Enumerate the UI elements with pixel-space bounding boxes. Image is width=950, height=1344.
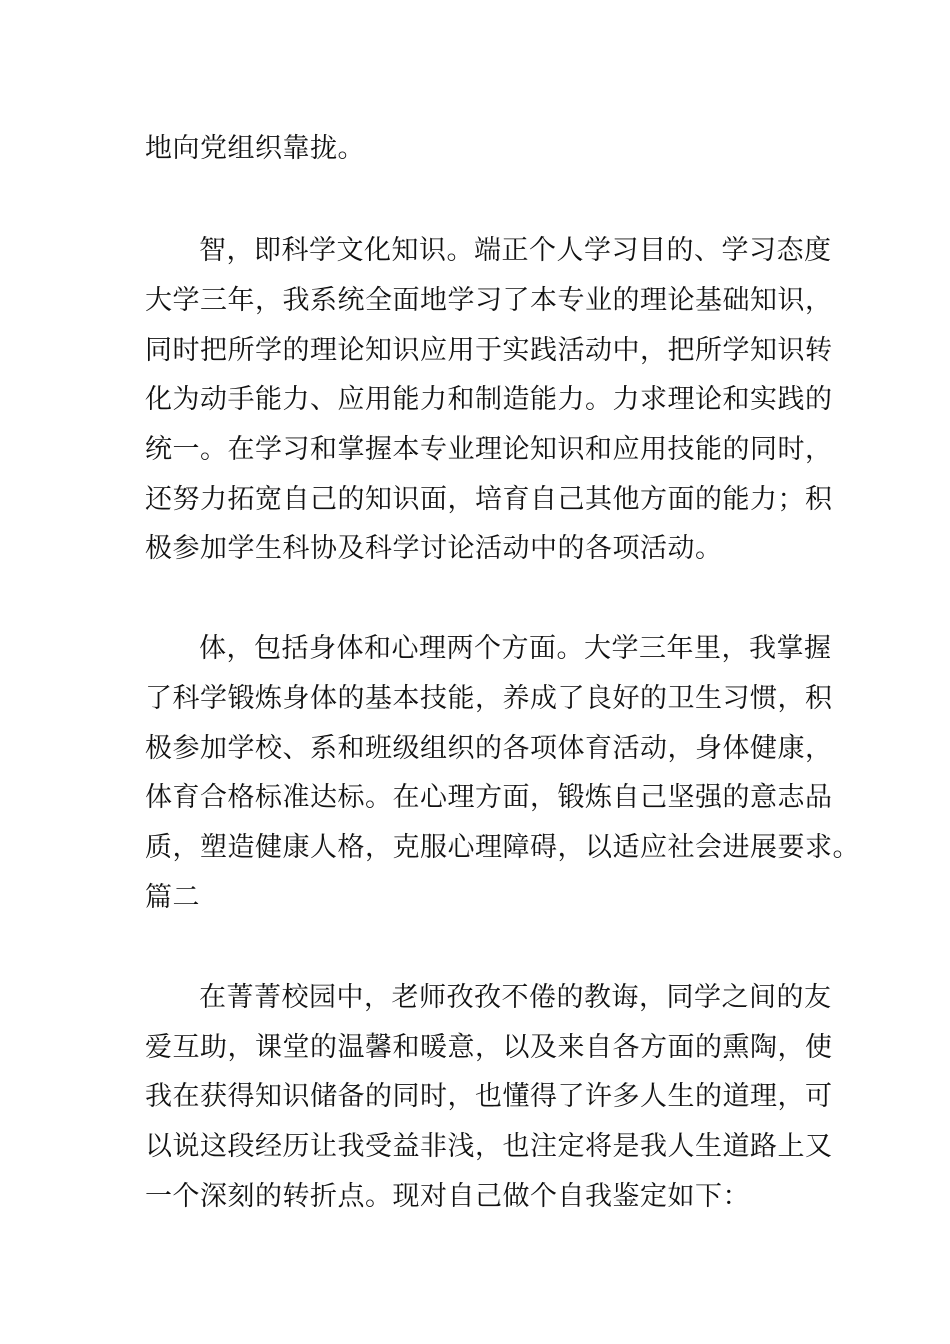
text-line: 体育合格标准达标。在心理方面，锻炼自己坚强的意志品 xyxy=(145,782,833,813)
text-line: 一个深刻的转折点。现对自己做个自我鉴定如下： xyxy=(145,1181,750,1212)
text-line: 极参加学生科协及科学讨论活动中的各项活动。 xyxy=(145,533,723,564)
text-line: 统一。在学习和掌握本专业理论知识和应用技能的同时， xyxy=(145,434,833,465)
text-line: 还努力拓宽自己的知识面，培育自己其他方面的能力；积 xyxy=(145,484,833,515)
paragraph-start-line: 体，包括身体和心理两个方面。大学三年里，我掌握 xyxy=(199,633,832,664)
paragraph-start-line: 在菁菁校园中，老师孜孜不倦的教诲，同学之间的友 xyxy=(199,982,832,1013)
text-line: 地向党组织靠拢。 xyxy=(145,133,365,164)
text-line: 了科学锻炼身体的基本技能，养成了良好的卫生习惯，积 xyxy=(145,683,833,714)
text-line: 我在获得知识储备的同时，也懂得了许多人生的道理，可 xyxy=(145,1081,833,1112)
text-line: 质，塑造健康人格，克服心理障碍，以适应社会进展要求。 xyxy=(145,832,860,863)
text-line: 以说这段经历让我受益非浅，也注定将是我人生道路上又 xyxy=(145,1131,833,1162)
text-line: 爱互助，课堂的温馨和暖意，以及来自各方面的熏陶，使 xyxy=(145,1032,833,1063)
text-line: 化为动手能力、应用能力和制造能力。力求理论和实践的 xyxy=(145,384,833,415)
section-heading: 篇二 xyxy=(145,882,200,913)
text-line: 同时把所学的理论知识应用于实践活动中，把所学知识转 xyxy=(145,335,833,366)
paragraph-start-line: 智，即科学文化知识。端正个人学习目的、学习态度 xyxy=(199,235,832,266)
text-line: 大学三年，我系统全面地学习了本专业的理论基础知识， xyxy=(145,285,833,316)
text-line: 极参加学校、系和班级组织的各项体育活动，身体健康， xyxy=(145,733,833,764)
